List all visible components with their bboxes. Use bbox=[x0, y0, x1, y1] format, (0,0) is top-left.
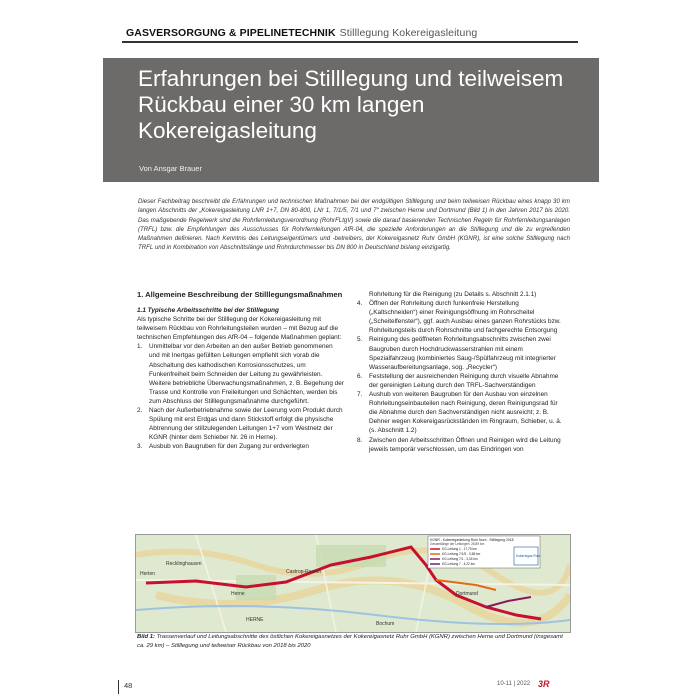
continuation-text: Rohrleitung für die Reinigung (zu Details s. Abschnitt 2.1.1) bbox=[369, 291, 537, 298]
intro-paragraph: Als typische Schritte bei der Stilllegung der Kokereigasleitung mit teilweisem Rückbau von Rohrleitungsteilen wurden – mit Bezug auf die technischen Empfehlungen des AfR-04 – folgende Maßnahmen geplant: bbox=[137, 316, 342, 342]
legend-item: KG-Leitung 7/1/5 - 3,58 km bbox=[442, 552, 481, 556]
legend-item: KG-Leitung 7/1 - 3,34 km bbox=[442, 557, 478, 561]
place-label: Herne bbox=[231, 591, 245, 597]
section-title: GASVERSORGUNG & PIPELINETECHNIK bbox=[126, 27, 336, 39]
caption-label: Bild 1: bbox=[137, 634, 155, 640]
right-column bbox=[357, 290, 565, 454]
steps-list-left bbox=[137, 342, 345, 451]
route-map bbox=[135, 534, 571, 633]
company-logo-text: Kokereigas Ruhr bbox=[516, 554, 541, 558]
list-item: 5. Reinigung des geöffneten Rohrleitungsabschnitts zwischen zwei Baugruben durch Hochdruckwasserstrahlen mit einem Spezialfahrzeug (kombiniertes Saug-/Spülfahrzeug mit integrierter Wasseraufbereitungsanlage, sog. „Recycler“) bbox=[357, 336, 556, 371]
section-subtitle: Stilllegung Kokereigasleitung bbox=[339, 27, 478, 39]
article-title: Erfahrungen bei Stilllegung und teilweisem Rückbau einer 30 km langen Kokereigasleitung bbox=[138, 66, 564, 143]
list-item: 2. Nach der Außerbetriebnahme sowie der Leerung vom Produkt durch Spülung mit erst Erdgas und dann Stickstoff erfolgt die physische Abtrennung der stillzulegenden Leitungen 1+7 vom Westnetz der KGNR (hinter dem Schieber Nr. 26 in Herne). bbox=[137, 407, 343, 442]
legend-title: KGNR - Kokereigasleitung Ruhr Nord - Stilllegung 2018 bbox=[430, 538, 514, 542]
footer-rule bbox=[118, 680, 119, 694]
list-item: 3. Ausbub von Baugruben für den Zugang zur erdverlegten bbox=[137, 443, 309, 451]
figure-caption bbox=[137, 633, 569, 651]
list-item: 8. Zwischen den Arbeitsschritten Öffnen und Reinigen wird die Leitung jeweils temporär verschlossen, um das Eindringen von bbox=[357, 436, 561, 453]
list-item: 1. Unmittelbar vor den Arbeiten an den außer Betrieb genommenen und mit Inertgas gefüllten Leitungen empfiehlt sich vorab die Abschaltung des kathodischen Korrosionsschutzes, um Funkenfreiheit beim Schneiden der Leitung zu gewährleisten. Weitere betriebliche Überwachungsmaßnahmen, z. B. Begehung der Trasse und Kontrolle von Freileitungen und Schächten, werden bis zum Abschluss der Stilllegungsmaßnahme durchgeführt. bbox=[137, 343, 344, 405]
article-abstract: Dieser Fachbeitrag beschreibt die Erfahrungen und technischen Maßnahmen bei der endgültigen Stilllegung und beim teilweisen Rückbau eines knapp 30 km langen Abschnitts der „Kokereigasleitung LNR 1+7, DN 80-800, LNr 1, 7/1/5, 7/1 und 7“ zwischen Herne und Dortmund (Bild 1) in den Jahren 2017 bis 2020. Das maßgebende Regelwerk sind die Rohrfernleitungsverordnung (RohrFLtgV) sowie die darauf basierenden Technischen Regeln für Rohrfernleitungsanlagen (TRFL) bzw. die Empfehlungen des Ausschusses für Rohrfernleitungen AfR-04, die spezielle Anforderungen an die Stilllegung und die zu ergreifenden Maßnahmen definieren. Nach Kenntnis des Leitungseigentümers und -betreibers, der Kokereigasnetz Ruhr GmbH (KGNR), ist eine solche Stilllegung nach TRFL und in Kombination von Abschnittslänge und Rohrdurchmesser bis DN 800 in Deutschland bislang einzigartig. bbox=[138, 198, 570, 252]
list-item: 6. Feststellung der ausreichenden Reinigung durch visuelle Abnahme der gereinigten Leitung durch den TRFL-Sachverständigen bbox=[357, 372, 559, 389]
legend-item: KG-Leitung 7 - 4,22 km bbox=[442, 562, 475, 566]
section-heading: 1. Allgemeine Beschreibung der Stilllegungsmaßnahmen bbox=[137, 290, 343, 299]
place-label: Bochum bbox=[376, 621, 395, 627]
caption-text: Trassenverlauf und Leitungsabschnitte des östlichen Kokereigasnetzes der Kokereigasnetz Ruhr GmbH (KGNR) zwischen Herne und Dortmund (insgesamt ca. 29 km) – Stilllegung und teilweiser Rückbau von 2018 bis 2020 bbox=[137, 634, 563, 649]
legend-subtitle: Gesamtlänge der Leitungen: 28,89 km bbox=[430, 542, 485, 546]
place-label: Herten bbox=[140, 571, 156, 577]
issue-number: 10-11 | 2022 bbox=[497, 681, 531, 687]
place-label: HERNE bbox=[246, 617, 264, 623]
journal-logo: 3R bbox=[538, 679, 550, 689]
article-author: Von Ansgar Brauer bbox=[139, 164, 202, 173]
place-label: Recklinghausen bbox=[166, 561, 202, 567]
map-graphic bbox=[136, 535, 570, 632]
page-number: 48 bbox=[124, 681, 133, 690]
place-label: Castrop-Rauxel bbox=[286, 569, 321, 575]
left-column bbox=[137, 290, 345, 452]
list-item: 4. Öffnen der Rohrleitung durch funkenfreie Herstellung („Kaltschneiden“) einer Reinigungsöffnung im Rohrscheitel („Scheitelfenster“), ggf. auch Ausbau eines ganzen Rohrstücks bzw. Rohrleitungsteils durch Rohrschnitte und fachgerechte Entsorgung bbox=[357, 300, 561, 335]
list-item: 7. Aushub von weiteren Baugruben für den Ausbau von einzelnen Rohrleitungseinbauteilen nach Reinigung, deren Reinigungsrad für die Abnahme durch den Sachverständigen nicht ausreicht; z. B. Dehner wegen Kokereigasrückständen im Ringraum, Schieber, u. ä. (s. Abschnitt 1.2) bbox=[357, 391, 562, 435]
section-header bbox=[126, 27, 477, 39]
legend-item: KG-Leitung 1 - 17,75 km bbox=[442, 547, 477, 551]
place-label: Dortmund bbox=[456, 591, 478, 597]
subsection-heading: 1.1 Typische Arbeitsschritte bei der Stilllegung bbox=[137, 307, 279, 314]
steps-list-right bbox=[357, 299, 565, 454]
